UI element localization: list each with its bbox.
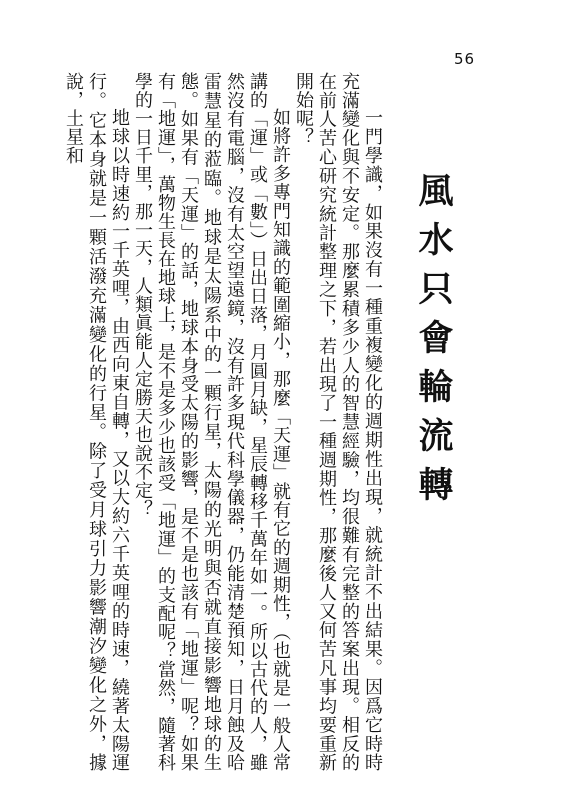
body-text	[54, 72, 384, 772]
paragraph: 一門學識，如果沒有一種重複變化的週期性出現，就統計不出結果。因爲它時時充滿變化與不安定。那麼累積多少人的智慧經驗，均很難有完整的答案出現。相反的在前人苦心研究統計整理之下，若出現了一種週期性，那麼後人又何苦凡事均要重新開始呢？	[293, 72, 383, 772]
paragraph: 地球以時速約一千英哩，由西向東自轉，又以大約六千英哩的時速，繞著太陽運行。它本身就是一顆活潑充滿變化的行星。除了受月球引力影響潮汐變化之外，據說，土星和	[63, 72, 130, 772]
paragraph: 如將許多專門知識的範圍縮小，那麼「天運」就有它的週期性，（也就是一般人常講的「運」或「數」）日出日落，月圓月缺，星辰轉移千萬年如一。所以古代的人，雖然沒有電腦，沒有太空望遠鏡，沒有許多現代科學儀器，仍能清楚預知，日月蝕及哈雷慧星的蒞臨。地球是太陽系中的一顆行星，太陽的光明與否就直接影響地球的生態。如果有「天運」的話，地球本身受太陽的影響，是不是也該有「地運」呢？如果有「地運」，萬物生長在地球上，是不是多少也該受「地運」的支配呢？當然，隨著科學的一日千里，那一天，人類眞能人定勝天也說不定？	[132, 72, 291, 772]
chapter-title: 風水只會輪流轉	[413, 172, 453, 515]
page-number: 56	[454, 50, 476, 68]
